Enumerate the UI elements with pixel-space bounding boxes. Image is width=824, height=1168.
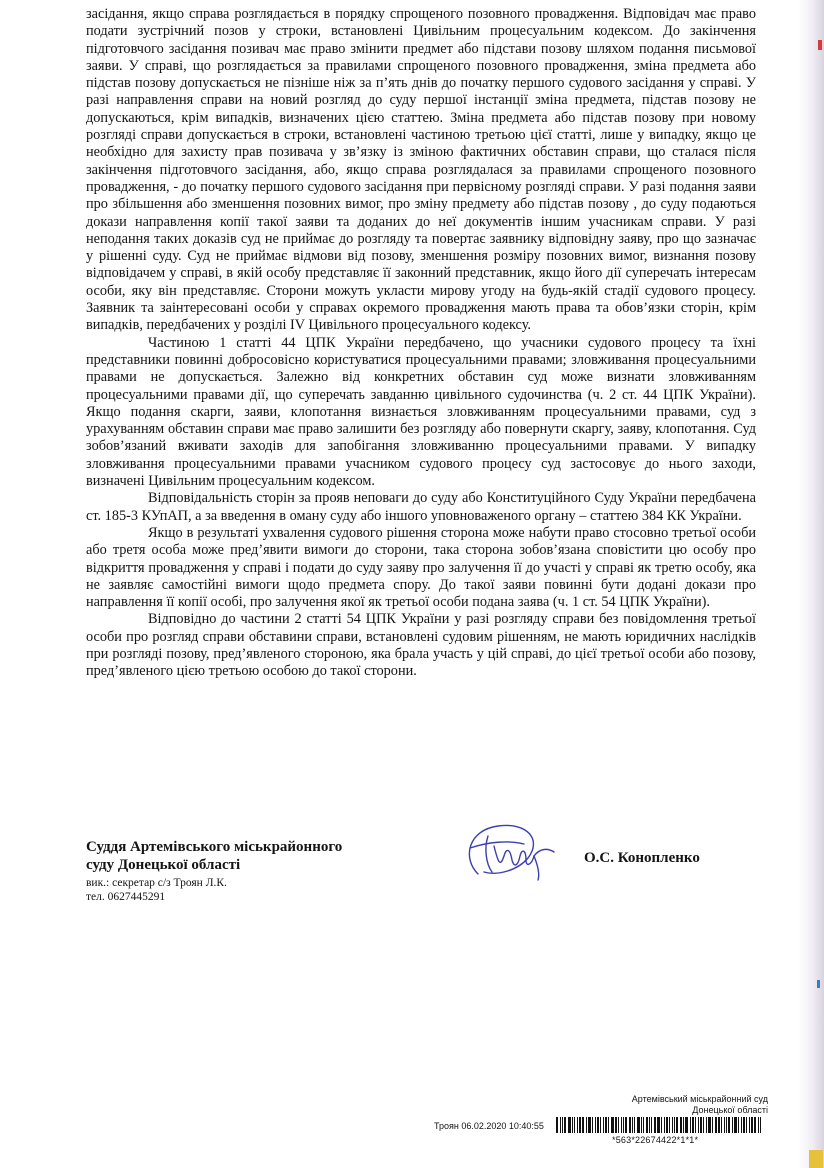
barcode-bar: [586, 1117, 587, 1133]
barcode-bar: [651, 1117, 652, 1133]
barcode-bar: [600, 1117, 601, 1133]
barcode-bar: [741, 1117, 742, 1133]
barcode-bar: [637, 1117, 640, 1133]
barcode-bar: [568, 1117, 571, 1133]
barcode-bar: [582, 1117, 584, 1133]
barcode-bar: [632, 1117, 633, 1133]
barcode-bar: [700, 1117, 702, 1133]
barcode-bar: [641, 1117, 642, 1133]
barcode-bar: [657, 1117, 660, 1133]
barcode-bar: [603, 1117, 604, 1133]
barcode-bar: [706, 1117, 707, 1133]
barcode-bar: [685, 1117, 688, 1133]
signature-block: [86, 838, 416, 904]
barcode-bar: [615, 1117, 617, 1133]
barcode-bar: [661, 1117, 662, 1133]
judge-name: О.С. Конопленко: [584, 850, 700, 866]
barcode-bar: [676, 1117, 678, 1133]
barcode-bar: [649, 1117, 650, 1133]
barcode-bar: [743, 1117, 745, 1133]
paragraph: Якщо в результаті ухвалення судового рішення сторона може набути право стосовно третьої особи або третя особа може пред’явити вимоги до сторони, така сторона зобов’язана сповістити цю особу про відкриття провадження у справі і подати до суду заяву про залучення її до участі у справі як третю особу, яка не заявляє самостійні вимоги щодо предмета спору. До такої заяви повинні бути додані докази про направлення її копії особі, про залучення якої як третьої особи подана заява (ч. 1 ст. 54 ЦПК України).: [86, 524, 756, 611]
barcode-bar: [712, 1117, 713, 1133]
scan-color-bleed: [817, 980, 820, 988]
barcode-bar: [690, 1117, 691, 1133]
barcode-bar: [703, 1117, 704, 1133]
barcode-bar: [605, 1117, 607, 1133]
printed-by-stamp: Троян 06.02.2020 10:40:55: [434, 1121, 544, 1131]
barcode-bar: [708, 1117, 711, 1133]
barcode-bar: [556, 1117, 558, 1133]
barcode-bar: [618, 1117, 619, 1133]
court-stamp-line: Артемівський міськрайонний суд: [631, 1094, 768, 1104]
barcode-bar: [646, 1117, 648, 1133]
signature-mark-icon: [458, 818, 568, 884]
barcode-bar: [621, 1117, 622, 1133]
scan-color-bleed: [809, 1150, 823, 1168]
barcode-bar: [734, 1117, 737, 1133]
paragraph: Відповідальність сторін за прояв неповаги до суду або Конституційного Суду України передбачена ст. 185-3 КУпАП, а за введення в оману суду або іншого уповноваженого органу – статтею 384 КК України.: [86, 490, 756, 524]
barcode-bar: [698, 1117, 699, 1133]
phone-line: тел. 0627445291: [86, 890, 166, 903]
barcode-bar: [562, 1117, 563, 1133]
barcode-bar: [683, 1117, 684, 1133]
barcode-bar: [721, 1117, 722, 1133]
barcode-bar: [749, 1117, 750, 1133]
barcode-bar: [588, 1117, 591, 1133]
barcode-bar: [625, 1117, 627, 1133]
barcode-bar: [728, 1117, 730, 1133]
barcode-bar: [564, 1117, 566, 1133]
barcode-bar: [579, 1117, 581, 1133]
barcode-bar: [724, 1117, 725, 1133]
court-stamp-text: [632, 1094, 768, 1116]
barcode-bar: [595, 1117, 596, 1133]
barcode-bar: [718, 1117, 720, 1133]
barcode-bar: [758, 1117, 759, 1133]
barcode-bar: [760, 1117, 761, 1133]
barcode-bar: [608, 1117, 609, 1133]
barcode-icon: [556, 1117, 798, 1133]
barcode-bar: [669, 1117, 670, 1133]
scan-edge-shadow: [798, 0, 824, 1168]
barcode-bar: [751, 1117, 753, 1133]
judge-title-line: Суддя Артемівського міськрайонного: [86, 839, 343, 855]
barcode-bar: [746, 1117, 747, 1133]
executor-info: [86, 877, 416, 904]
barcode-bar: [726, 1117, 727, 1133]
barcode-bar: [572, 1117, 573, 1133]
paragraph: Частиною 1 статті 44 ЦПК України передбачено, що учасники судового процесу та їхні представники повинні добросовісно користуватися процесуальними правами; зловживання процесуальними правами не допускається. Залежно від конкретних обставин суд може визнати зловживанням процесуальними правами дії, що суперечать завданню цивільного судочинства (ч. 2 ст. 44 ЦПК України). Якщо подання скарги, заяви, клопотання визнається зловживанням процесуальними правами, суд з урахуванням обставин справи має право залишити без розгляду або повернути скаргу, заяву, клопотання. Суд зобов’язаний вживати заходів для запобігання зловживанню процесуальними правами. У випадку зловживання процесуальними правами учасником судового процесу суд застосовує до нього заходи, визначені Цивільним процесуальним кодексом.: [86, 334, 756, 490]
barcode-bar: [715, 1117, 717, 1133]
barcode-bar: [674, 1117, 675, 1133]
barcode-bar: [738, 1117, 739, 1133]
barcode-bar: [754, 1117, 756, 1133]
barcode-bar: [634, 1117, 635, 1133]
executor-line: вик.: секретар с/з Троян Л.К.: [86, 877, 227, 889]
barcode-bar: [592, 1117, 593, 1133]
paragraph: Відповідно до частини 2 статті 54 ЦПК України у разі розгляду справи без повідомлення третьої особи про розгляд справи обставини справи, встановлені судовим рішенням, не мають юридичних наслідків при розгляді позову, пред’явленого стороною, яка брала участь у цій справі, до цієї третьої особи або позову, пред’явленого цією третьою особою до такої сторони.: [86, 611, 756, 680]
barcode-bar: [643, 1117, 644, 1133]
scan-color-bleed: [818, 40, 822, 50]
barcode-bar: [611, 1117, 614, 1133]
barcode-bar: [629, 1117, 631, 1133]
barcode-bar: [623, 1117, 624, 1133]
court-stamp-line: Донецької області: [692, 1105, 768, 1115]
barcode-bar: [560, 1117, 561, 1133]
judge-title-line: суду Донецької області: [86, 857, 241, 873]
barcode-bar: [680, 1117, 682, 1133]
barcode-bar: [695, 1117, 696, 1133]
barcode-bar: [672, 1117, 673, 1133]
barcode-bar: [732, 1117, 733, 1133]
barcode-bar: [664, 1117, 665, 1133]
document-body: [86, 6, 756, 681]
judge-title: [86, 838, 416, 874]
paragraph: засідання, якщо справа розглядається в порядку спрощеного позовного провадження. Відповідач має право подати зустрічний позов у строки, встановлені Цивільним процесуальним кодексом. До закінчення підготовчого засідання позивач має право змінити предмет або підстави позову шляхом подання письмової заяви. У справі, що розглядається за правилами спрощеного позовного провадження, зміна предмета або підстав позову допускається не пізніше ніж за п’ять днів до початку першого судового засідання у справі. У разі направлення справи на новий розгляд до суду першої інстанції зміна предмета, підстав позову не допускаються, крім випадків, визначених цією статтею. Зміна предмета або підстав позову при новому розгляді справи допускається в строки, встановлені частиною третьою цієї статті, лише у випадку, якщо це необхідно для захисту прав позивача у зв’язку із зміною фактичних обставин справи, що сталася після закінчення підготовчого засідання, або, якщо справа розглядалася за правилами спрощеного позовного провадження, - до початку першого судового засідання при первісному розгляді справи. У разі подання заяви про збільшення або зменшення позовних вимог, про зміну предмету або підстав позову , до суду подаються докази направлення копії такої заяви та доданих до неї документів іншим учасникам справи. У разі неподання таких доказів суд не приймає до розгляду та повертає заявнику відповідну заяву, про що зазначає у рішенні суду. Суд не приймає відмови від позову, зменшення розміру позовних вимог, визнання позову відповідачем у справі, в якій особу представляє її законний представник, якщо його дії суперечать інтересам особи, яку він представляє. Сторони можуть укласти мирову угоду на будь-якій стадії судового процесу. Заявник та заінтересовані особи у справах окремого провадження мають права та обов’язки сторін, крім випадків, передбачених у розділі IV Цивільного процесуального кодексу.: [86, 6, 756, 334]
barcode-bar: [597, 1117, 599, 1133]
barcode-bar: [654, 1117, 656, 1133]
barcode-bar: [577, 1117, 578, 1133]
barcode-bar: [574, 1117, 575, 1133]
barcode-bar: [692, 1117, 694, 1133]
barcode-bar: [666, 1117, 668, 1133]
barcode-number: *563*22674422*1*1*: [612, 1135, 699, 1145]
